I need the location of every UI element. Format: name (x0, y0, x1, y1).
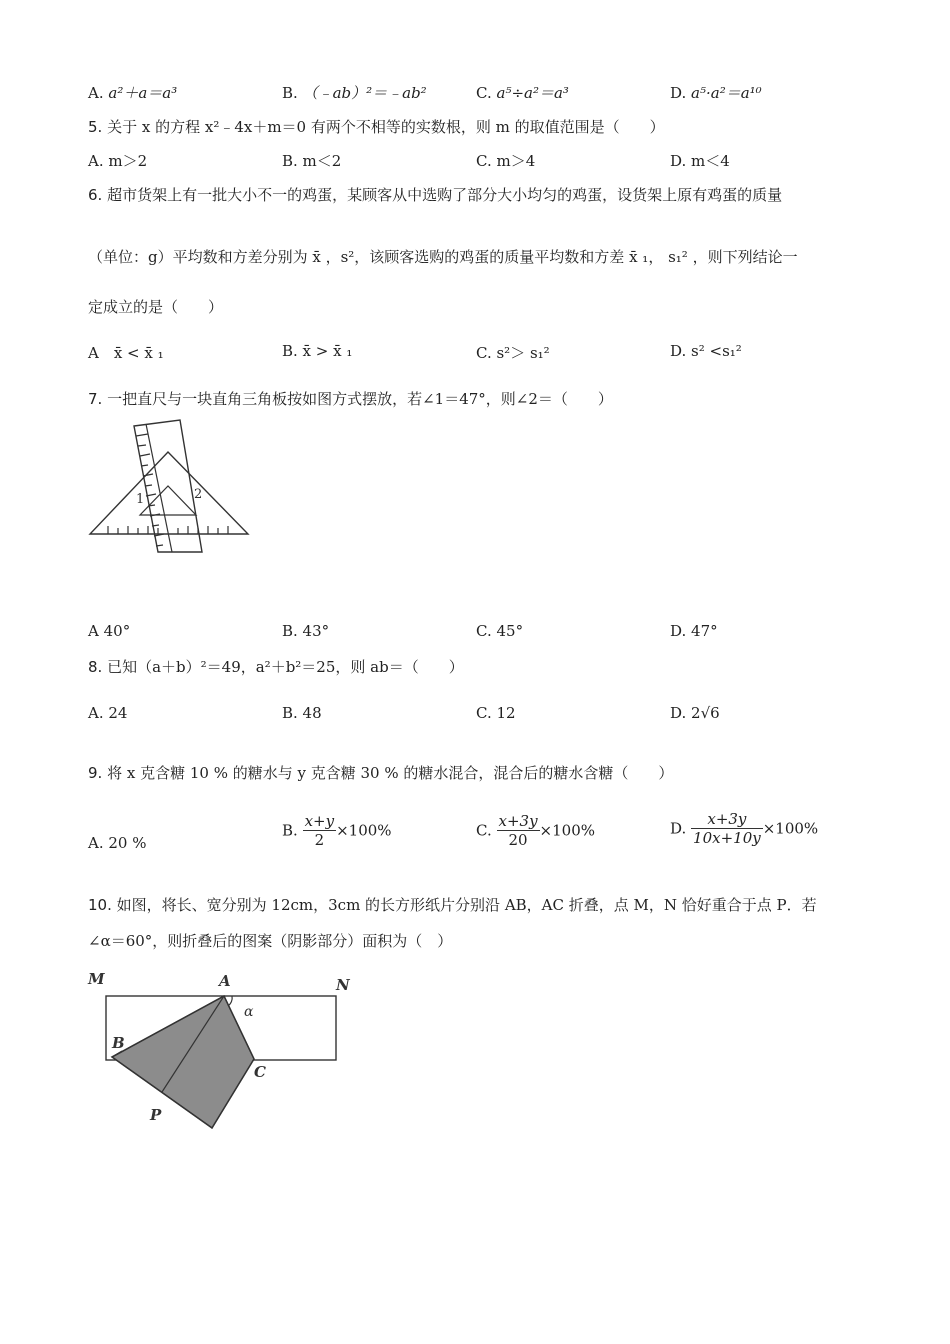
q7-option-a[interactable]: A 40° (88, 622, 131, 640)
q9-option-a[interactable]: A. 20 % (88, 834, 147, 852)
q4-option-a-expr: a²＋a＝a³ (108, 84, 178, 102)
q8-option-b[interactable]: B. 48 (282, 704, 322, 722)
q10-label-n: N (336, 976, 350, 994)
q10-label-a: A (219, 972, 231, 990)
q8-option-d[interactable]: D. 2√6 (670, 704, 720, 722)
q6-option-b[interactable]: B. x̄ > x̄ ₁ (282, 342, 353, 360)
q8-option-c[interactable]: C. 12 (476, 704, 516, 722)
q10-label-alpha: α (244, 1004, 254, 1020)
q6-option-d[interactable]: D. s² <s₁² (670, 342, 742, 360)
q5-option-a[interactable]: A. m＞2 (88, 152, 148, 170)
q7-option-c[interactable]: C. 45° (476, 622, 524, 640)
q9-option-b[interactable]: B. $\frac{x+y}{2}$ ×100% (282, 812, 392, 849)
q10-label-m: M (88, 970, 105, 988)
q4-option-d[interactable]: D. a⁵·a²＝a¹⁰ (670, 84, 762, 102)
q10-label-b: B (112, 1034, 125, 1052)
q6-option-c[interactable]: C. s²＞ s₁² (476, 344, 550, 362)
q9-stem: 9. 将 x 克含糖 10 % 的糖水与 y 克含糖 30 % 的糖水混合，混合后的糖水含糖（ ） (88, 764, 674, 782)
q8-stem: 8. 已知（a＋b）²＝49，a²＋b²＝25，则 ab＝（ ） (88, 658, 464, 676)
q5-stem: 5. 关于 x 的方程 x²﹣4x＋m＝0 有两个不相等的实数根，则 m 的取值范围是（ ） (88, 118, 665, 136)
q9-option-d-denominator: 10x+10y (693, 829, 761, 847)
q7-stem: 7. 一把直尺与一块直角三角板按如图方式摆放，若∠1＝47°，则∠2＝（ ） (88, 390, 613, 408)
q4-option-b[interactable]: B. （﹣ab）²＝﹣ab² (282, 84, 427, 102)
q4-option-c-expr: a⁵÷a²＝a³ (496, 84, 569, 102)
q6-stem-line1: 6. 超市货架上有一批大小不一的鸡蛋，某顾客从中选购了部分大小均匀的鸡蛋，设货架上原有鸡蛋的质量 (88, 186, 783, 204)
q9-option-c[interactable]: C. $\frac{x+3y}{20}$ ×100% (476, 812, 595, 849)
q6-stem-line3: 定成立的是（ ） (88, 298, 224, 316)
q4-option-a[interactable]: A. a²＋a＝a³ (88, 84, 178, 102)
q9-option-d[interactable]: D. $\frac{x+3y}{10x+10y}$ ×100% (670, 810, 819, 847)
q4-option-b-expr: （﹣ab）²＝﹣ab² (302, 84, 427, 102)
q4-option-c[interactable]: C. a⁵÷a²＝a³ (476, 84, 569, 102)
q9-option-c-numerator: x+3y (498, 812, 538, 830)
q10-label-p: P (150, 1106, 162, 1124)
q9-option-c-denominator: 20 (508, 831, 528, 849)
q10-figure-folded-paper (84, 964, 364, 1139)
q6-option-a[interactable]: A x̄ < x̄ ₁ (88, 344, 164, 362)
q7-option-d[interactable]: D. 47° (670, 622, 718, 640)
q9-option-d-numerator: x+3y (691, 810, 763, 829)
q7-figure-ruler-triangle (86, 418, 256, 558)
q4-option-d-expr: a⁵·a²＝a¹⁰ (691, 84, 762, 102)
q5-option-b[interactable]: B. m＜2 (282, 152, 342, 170)
q10-label-c: C (254, 1063, 266, 1081)
q10-stem-line1: 10. 如图，将长、宽分别为 12cm，3cm 的长方形纸片分别沿 AB，AC 折叠，点 M，N 恰好重合于点 P．若 (88, 896, 817, 914)
q6-stem-line2: （单位：g）平均数和方差分别为 x̄ ，s²，该顾客选购的鸡蛋的质量平均数和方差 x̄ ₁， s₁² ，则下列结论一 (88, 248, 798, 266)
q8-option-a[interactable]: A. 24 (88, 704, 128, 722)
q5-option-c[interactable]: C. m＞4 (476, 152, 536, 170)
q7-angle2-label: 2 (194, 487, 203, 502)
q7-option-b[interactable]: B. 43° (282, 622, 330, 640)
q9-option-b-numerator: x+y (304, 812, 335, 830)
q7-angle1-label: 1 (136, 492, 145, 507)
q5-option-d[interactable]: D. m＜4 (670, 152, 730, 170)
q10-stem-line2: ∠α＝60°，则折叠后的图案（阴影部分）面积为（ ） (88, 932, 453, 950)
q9-option-b-denominator: 2 (314, 831, 325, 849)
